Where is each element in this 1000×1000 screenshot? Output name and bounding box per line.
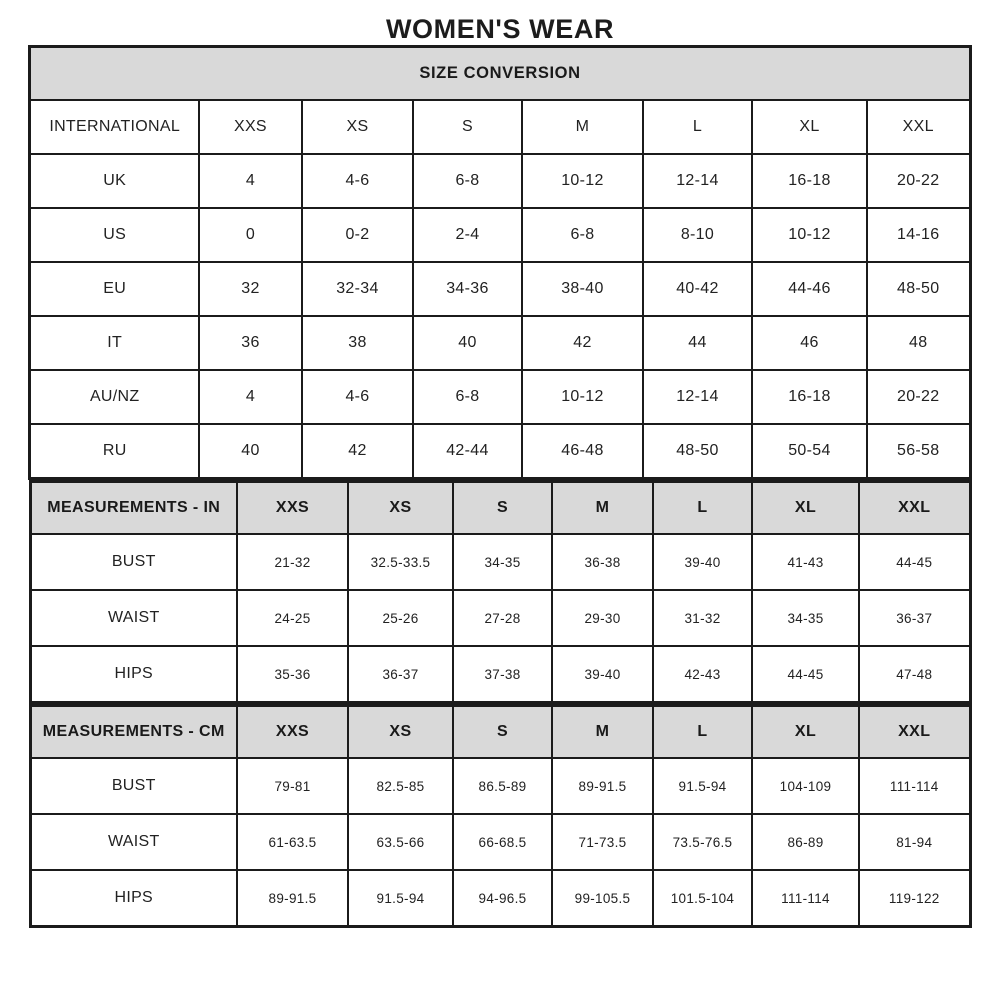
size-cell: 10-12 [522,154,643,208]
size-cell: 42-44 [413,424,522,479]
table-row-hips [30,646,970,703]
size-conversion-table [28,45,971,480]
size-cell: 40-42 [643,262,752,316]
size-cell: 10-12 [752,208,867,262]
size-cell: 6-8 [413,370,522,424]
table-row-bust [30,534,970,590]
size-cell: 66-68.5 [453,814,552,870]
column-header-m: M [552,482,653,535]
size-cell: 14-16 [867,208,970,262]
column-header-xs: XS [302,100,413,154]
size-cell: 119-122 [859,870,970,927]
size-cell: 47-48 [859,646,970,703]
size-cell: 41-43 [752,534,859,590]
size-cell: 94-96.5 [453,870,552,927]
size-cell: 82.5-85 [348,758,453,814]
size-cell: 36-38 [552,534,653,590]
size-cell: 27-28 [453,590,552,646]
column-header-xxl: XXL [859,482,970,535]
column-header-xxs: XXS [237,482,348,535]
row-label-bust: BUST [30,758,237,814]
size-cell: 32.5-33.5 [348,534,453,590]
size-cell: 20-22 [867,370,970,424]
table-row-eu [30,262,970,316]
size-cell: 86.5-89 [453,758,552,814]
size-cell: 39-40 [653,534,752,590]
size-cell: 10-12 [522,370,643,424]
column-header-s: S [453,482,552,535]
measurements-in-table [29,480,972,704]
size-cell: 61-63.5 [237,814,348,870]
size-cell: 73.5-76.5 [653,814,752,870]
table-banner-row [30,47,970,101]
size-cell: 32-34 [302,262,413,316]
row-label-waist: WAIST [30,814,237,870]
size-cell: 2-4 [413,208,522,262]
table-row-ru [30,424,970,479]
size-cell: 24-25 [237,590,348,646]
size-cell: 38-40 [522,262,643,316]
size-cell: 48-50 [643,424,752,479]
column-header-l: L [653,706,752,759]
size-cell: 0-2 [302,208,413,262]
size-cell: 4 [199,370,302,424]
column-header-xxl: XXL [867,100,970,154]
row-label-au-nz: AU/NZ [30,370,199,424]
table-row-it [30,316,970,370]
table-row-waist [30,590,970,646]
size-cell: 44-45 [752,646,859,703]
size-cell: 40 [199,424,302,479]
size-cell: 89-91.5 [237,870,348,927]
size-cell: 38 [302,316,413,370]
size-cell: 16-18 [752,370,867,424]
size-cell: 39-40 [552,646,653,703]
size-cell: 44-46 [752,262,867,316]
measurements-cm-table [29,704,972,928]
size-cell: 89-91.5 [552,758,653,814]
column-header-xl: XL [752,706,859,759]
column-header-s: S [413,100,522,154]
size-cell: 36-37 [348,646,453,703]
size-cell: 31-32 [653,590,752,646]
column-header-l: L [643,100,752,154]
size-cell: 32 [199,262,302,316]
size-cell: 50-54 [752,424,867,479]
size-cell: 56-58 [867,424,970,479]
column-header-xxs: XXS [199,100,302,154]
size-cell: 34-36 [413,262,522,316]
row-label-uk: UK [30,154,199,208]
size-cell: 34-35 [752,590,859,646]
size-cell: 0 [199,208,302,262]
size-cell: 21-32 [237,534,348,590]
column-header-xs: XS [348,482,453,535]
size-cell: 20-22 [867,154,970,208]
size-cell: 46-48 [522,424,643,479]
size-cell: 25-26 [348,590,453,646]
table-row-au-nz [30,370,970,424]
size-cell: 42 [302,424,413,479]
size-cell: 6-8 [413,154,522,208]
size-cell: 12-14 [643,154,752,208]
column-header-m: M [552,706,653,759]
size-cell: 6-8 [522,208,643,262]
column-header-xl: XL [752,482,859,535]
size-cell: 71-73.5 [552,814,653,870]
page-title: WOMEN'S WEAR [385,14,615,44]
row-label-bust: BUST [30,534,237,590]
size-cell: 34-35 [453,534,552,590]
column-header-s: S [453,706,552,759]
size-cell: 101.5-104 [653,870,752,927]
size-cell: 42-43 [653,646,752,703]
size-cell: 37-38 [453,646,552,703]
size-cell: 48 [867,316,970,370]
size-cell: 4-6 [302,154,413,208]
size-cell: 12-14 [643,370,752,424]
size-cell: 86-89 [752,814,859,870]
column-header-xl: XL [752,100,867,154]
table-title-cell-measurements-in: MEASUREMENTS - IN [30,482,237,535]
size-cell: 4 [199,154,302,208]
table-title-cell-measurements-cm: MEASUREMENTS - CM [30,706,237,759]
size-cell: 91.5-94 [653,758,752,814]
table-header-row [30,706,970,759]
size-cell: 79-81 [237,758,348,814]
size-cell: 8-10 [643,208,752,262]
row-label-hips: HIPS [30,646,237,703]
size-cell: 36-37 [859,590,970,646]
size-cell: 48-50 [867,262,970,316]
size-cell: 44 [643,316,752,370]
column-header-xxl: XXL [859,706,970,759]
size-cell: 111-114 [752,870,859,927]
size-cell: 40 [413,316,522,370]
size-cell: 91.5-94 [348,870,453,927]
row-label-hips: HIPS [30,870,237,927]
table-row-hips [30,870,970,927]
size-cell: 63.5-66 [348,814,453,870]
table-header-row [30,482,970,535]
size-cell: 42 [522,316,643,370]
table-header-row [30,100,970,154]
size-cell: 46 [752,316,867,370]
table-row-uk [30,154,970,208]
size-cell: 16-18 [752,154,867,208]
column-header-l: L [653,482,752,535]
table-row-us [30,208,970,262]
size-cell: 81-94 [859,814,970,870]
table-banner: SIZE CONVERSION [30,47,970,101]
size-cell: 36 [199,316,302,370]
row-label-ru: RU [30,424,199,479]
row-label-waist: WAIST [30,590,237,646]
table-row-bust [30,758,970,814]
size-cell: 4-6 [302,370,413,424]
table-row-waist [30,814,970,870]
column-header-xs: XS [348,706,453,759]
column-header-m: M [522,100,643,154]
column-header-xxs: XXS [237,706,348,759]
size-cell: 104-109 [752,758,859,814]
size-cell: 29-30 [552,590,653,646]
row-label-us: US [30,208,199,262]
table-title-cell-international: INTERNATIONAL [30,100,199,154]
row-label-it: IT [30,316,199,370]
row-label-eu: EU [30,262,199,316]
size-cell: 44-45 [859,534,970,590]
size-cell: 99-105.5 [552,870,653,927]
size-cell: 35-36 [237,646,348,703]
size-cell: 111-114 [859,758,970,814]
